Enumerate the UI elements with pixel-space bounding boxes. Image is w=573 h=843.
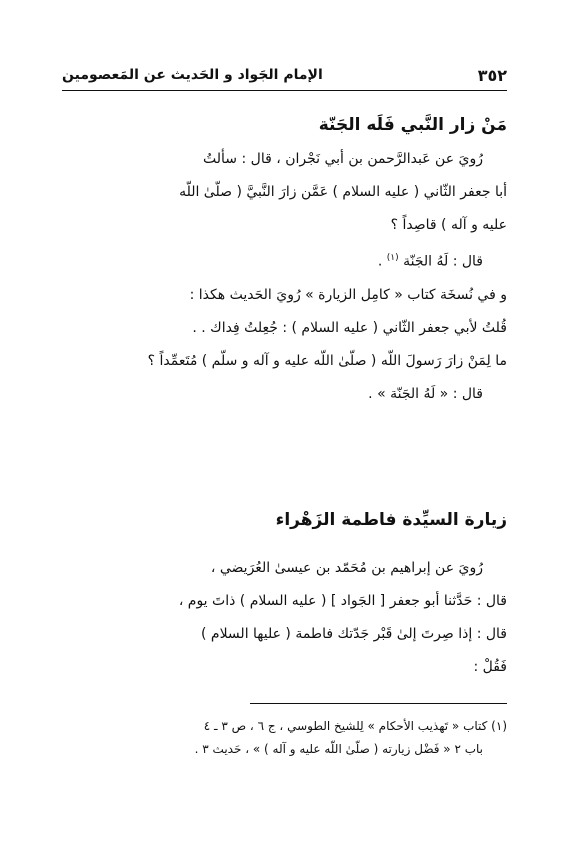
footnote-line: (١) كتاب « تَهذيب الأحكام » لِلشيخ الطوسي ، ج ٦ ، ص ٣ ـ ٤ [203, 719, 507, 733]
section-visiting-fatima [62, 505, 507, 535]
text-line: رُويَ عن عَبدالرَّحمن بن أبي نَجْران ، قال : سألتُ [203, 151, 483, 167]
text-span: قال : لَهُ الجَنّة [403, 253, 483, 270]
footnote-marker: (١) [386, 253, 399, 263]
text-line: ما لِمَنْ زارَ رَسولَ اللّه ( صلّىٰ اللّه عليه و آله و سلّم ) مُتَعمِّداً ؟ [147, 352, 507, 369]
section-body [62, 552, 507, 684]
footnote-rule [250, 703, 507, 704]
text-line: قال : إذا صِرتَ إلىٰ قَبْر جَدّتك فاطمة ( عليها السلام ) [201, 626, 507, 642]
text-line: رُويَ عن إبراهيم بن مُحَمّد بن عيسىٰ العُرَيضي ، [210, 560, 483, 576]
section-visiting-prophet [62, 110, 507, 140]
text-line: قُلتُ لأبي جعفر الثّاني ( عليه السلام ) : جُعِلتُ فِداك . . [192, 319, 507, 336]
footnotes [62, 715, 507, 761]
section-body [62, 143, 507, 411]
page-header [62, 62, 507, 88]
text-line: أبا جعفر الثّاني ( عليه السلام ) عَمَّن زارَ النَّبيَّ ( صلّىٰ اللّه [179, 184, 507, 200]
text-line: قال : « لَهُ الجَنّة » . [368, 385, 483, 402]
text-line: قال : حَدَّثنا أبو جعفر [ الجَواد ] ( عليه السلام ) ذاتَ يوم ، [178, 593, 507, 609]
text-line: و في نُسخَة كتاب « كامِل الزيارة » رُويَ الحَديث هكذا : [189, 286, 507, 303]
text-line: فَقُلْ : [473, 659, 507, 675]
text-line-with-footnote: قال : لَهُ الجَنّة $^{(١)}$ . [377, 253, 483, 270]
page-number: ٣٥٢ [477, 65, 507, 85]
footnote-line: باب ٢ « فَضْل زيارته ( صلّىٰ اللّه عليه و آله ) » ، حَديث ٣ . [194, 742, 483, 756]
header-rule [62, 90, 507, 91]
section-heading: مَنْ زار النَّبي فَلَه الجَنّة [318, 115, 507, 135]
text-line: عليه و آله ) قاصِداً ؟ [390, 217, 507, 233]
running-title: الإمام الجَواد و الحَديث عن المَعصومين [62, 67, 323, 83]
section-heading: زيارة السيِّدة فاطمة الزَهْراء [275, 510, 507, 530]
